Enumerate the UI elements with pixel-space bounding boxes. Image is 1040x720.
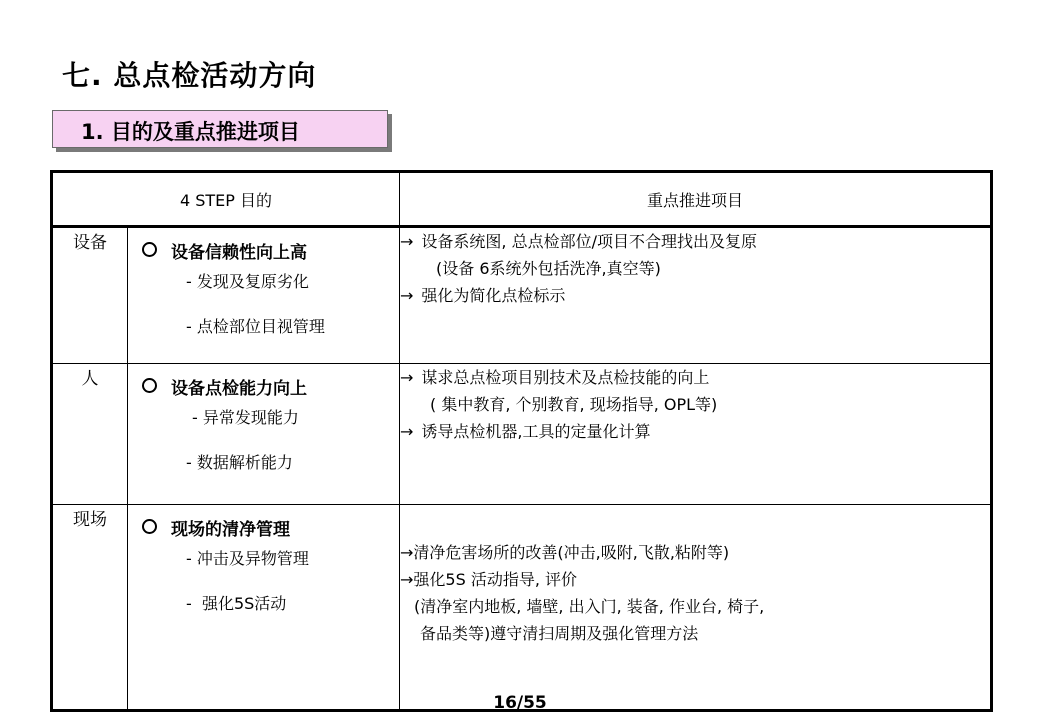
items-cell xyxy=(400,227,992,364)
subtitle-box xyxy=(52,110,388,148)
header-goal: 4 STEP 目的 xyxy=(52,172,400,227)
right-arrow-icon: → xyxy=(400,368,414,387)
item-line: (清净室内地板, 墙壁, 出入门, 装备, 作业台, 椅子, xyxy=(414,597,765,616)
goal-title-text: 设备信赖性向上高 xyxy=(171,243,307,263)
goal-sub: - 异常发现能力 xyxy=(192,408,299,427)
circle-icon xyxy=(142,242,157,257)
goal-cell xyxy=(128,227,400,364)
right-arrow-icon: → xyxy=(400,422,414,441)
goal-title xyxy=(142,515,399,540)
goal-sub: - 强化5S活动 xyxy=(186,594,287,613)
item-line xyxy=(400,228,990,255)
item-line xyxy=(400,566,990,593)
goal-cell xyxy=(128,505,400,711)
goal-cell xyxy=(128,364,400,505)
item-text: 设备系统图, 总点检部位/项目不合理找出及复原 xyxy=(421,232,757,251)
goal-title-text: 设备点检能力向上 xyxy=(171,379,307,399)
item-line xyxy=(400,364,990,391)
goal-title xyxy=(142,374,399,399)
category-cell: 设备 xyxy=(52,227,128,364)
right-arrow-icon: → xyxy=(400,543,414,562)
goal-sub: - 发现及复原劣化 xyxy=(186,272,309,291)
goals-table xyxy=(50,170,993,712)
item-line xyxy=(400,418,990,445)
table-row xyxy=(52,364,992,505)
item-line: (设备 6系统外包括洗净,真空等) xyxy=(436,259,661,278)
category-cell: 人 xyxy=(52,364,128,505)
right-arrow-icon: → xyxy=(400,286,414,305)
subtitle-text: 1. 目的及重点推进项目 xyxy=(81,120,300,144)
item-line xyxy=(400,282,990,309)
header-items: 重点推进项目 xyxy=(400,172,992,227)
item-text: 强化为简化点检标示 xyxy=(421,286,566,305)
slide-title: 七. 总点检活动方向 xyxy=(62,59,317,92)
table-header-row xyxy=(52,172,992,227)
table-row xyxy=(52,227,992,364)
item-line xyxy=(400,539,990,566)
circle-icon xyxy=(142,378,157,393)
right-arrow-icon: → xyxy=(400,232,414,251)
goal-title-text: 现场的清净管理 xyxy=(171,520,290,540)
right-arrow-icon: → xyxy=(400,570,414,589)
item-text: 诱导点检机器,工具的定量化计算 xyxy=(421,422,651,441)
goal-sub: - 冲击及异物管理 xyxy=(186,549,309,568)
circle-icon xyxy=(142,519,157,534)
goal-sub: - 数据解析能力 xyxy=(186,453,293,472)
items-cell xyxy=(400,364,992,505)
item-text: 清净危害场所的改善(冲击,吸附,飞散,粘附等) xyxy=(413,543,730,562)
goal-title xyxy=(142,238,399,263)
category-cell: 现场 xyxy=(52,505,128,711)
page-number: 16/55 xyxy=(493,693,547,713)
item-text: 谋求总点检项目别技术及点检技能的向上 xyxy=(421,368,710,387)
item-text: 强化5S 活动指导, 评价 xyxy=(413,570,578,589)
item-line: 备品类等)遵守清扫周期及强化管理方法 xyxy=(420,624,699,643)
table-row xyxy=(52,505,992,711)
items-cell xyxy=(400,505,992,711)
goal-sub: - 点检部位目视管理 xyxy=(186,317,325,336)
item-line: ( 集中教育, 个别教育, 现场指导, OPL等) xyxy=(430,395,718,414)
